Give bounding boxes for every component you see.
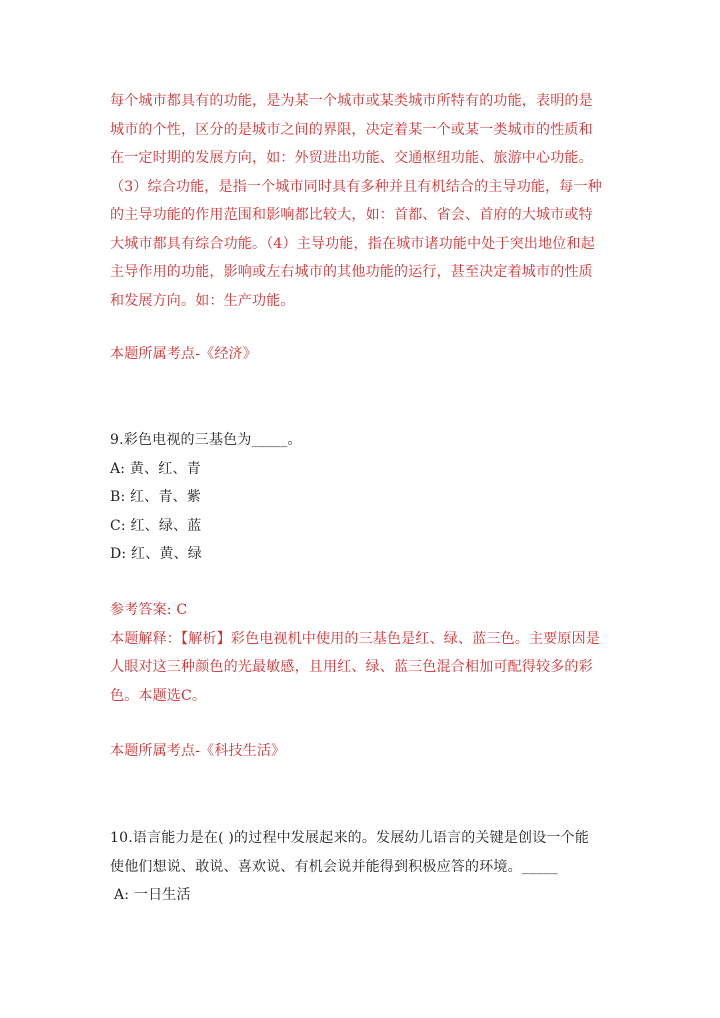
intro-line: 大城市都具有综合功能。（4）主导功能，指在城市诸功能中处于突出地位和起 — [110, 235, 595, 252]
explanation-line: 色。本题选C。 — [110, 687, 207, 704]
question-text: 9.彩色电视的三基色为_____。 — [110, 432, 302, 448]
intro-line: （3）综合功能，是指一个城市同时具有多种并且有机结合的主导功能，每一种 — [110, 178, 602, 195]
intro-line: 城市的个性，区分的是城市之间的界限，决定着某一个或某一类城市的性质和 — [110, 121, 593, 138]
intro-line: 和发展方向。如：生产功能。 — [110, 292, 295, 309]
option-d: D: 红、黄、绿 — [110, 546, 202, 562]
answer-line: 参考答案: C — [110, 602, 188, 618]
question-text: 使他们想说、敢说、喜欢说、有机会说并能得到积极应答的环境。_____ — [110, 858, 558, 875]
explanation-line: 人眼对这三种颜色的光最敏感，且用红、绿、蓝三色混合相加可配得较多的彩 — [110, 659, 593, 675]
option-b: B: 红、青、紫 — [110, 489, 202, 505]
question-text: 10.语言能力是在( )的过程中发展起来的。发展幼儿语言的关键是创设一个能 — [110, 830, 590, 846]
intro-line: 在一定时期的发展方向，如：外贸进出功能、交通枢纽功能、旅游中心功能。 — [110, 150, 593, 166]
intro-line: 主导作用的功能，影响或左右城市的其他功能的运行，甚至决定着城市的性质 — [110, 264, 593, 280]
intro-topic — [110, 340, 615, 369]
topic-line: 本题所属考点-《经济》 — [110, 346, 257, 362]
question-9-answer — [110, 596, 615, 710]
question-10 — [110, 824, 615, 910]
question-9-topic — [110, 737, 615, 766]
intro-line: 的主导功能的作用范围和影响都比较大，如：首都、省会、首府的大城市或特 — [110, 207, 593, 223]
option-a: A: 黄、红、青 — [110, 460, 201, 477]
option-a: A: 一日生活 — [114, 887, 191, 903]
intro-explanation — [110, 87, 615, 315]
option-c: C: 红、绿、蓝 — [110, 517, 202, 534]
question-9 — [110, 426, 615, 569]
intro-line: 每个城市都具有的功能，是为某一个城市或某类城市所特有的功能，表明的是 — [110, 93, 593, 109]
topic-line: 本题所属考点-《科技生活》 — [110, 743, 286, 759]
explanation-line: 本题解释：【解析】彩色电视机中使用的三基色是红、绿、蓝三色。主要原因是 — [110, 630, 600, 647]
